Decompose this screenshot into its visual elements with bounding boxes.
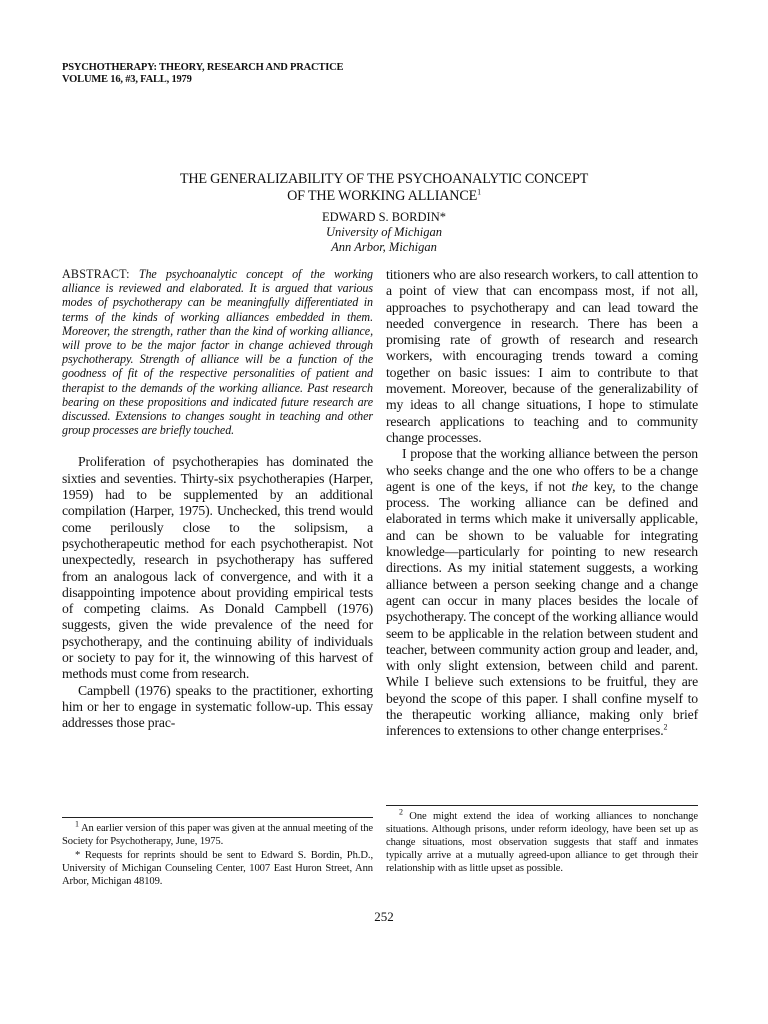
affiliation-city: Ann Arbor, Michigan — [331, 240, 437, 254]
title-line-2: OF THE WORKING ALLIANCE — [287, 188, 478, 204]
journal-header — [62, 62, 343, 86]
footnote-rule-left — [62, 817, 373, 818]
proposal-text-end: key, to the change process. The working alliance can be defined and elaborated in terms which make it universally applicable, and can be shown to be valuable for integrating knowledge—particularly for pointing to new research directions. As my initial statement suggests, a working alliance between a person seeking change and a change agent can occur in many places besides the locale of psychotherapy. The concept of the working alliance would seem to be applicable in the relation between student and teacher, between community action group and leader, and, with only slight extension, between child and parent. While I believe such extensions to be fruitful, they are beyond the scope of this paper. I shall confine myself to the therapeutic working alliance, making only brief inferences to extensions to other change enterprises. — [386, 478, 699, 739]
paragraph-campbell: Campbell (1976) speaks to the practitioner, exhorting him or her to engage in systematic follow-up. This essay addresses those prac- — [62, 682, 373, 731]
proposal-emphasis: the — [571, 478, 588, 494]
article-title — [100, 171, 668, 205]
journal-title: PSYCHOTHERAPY: THEORY, RESEARCH AND PRACTICE — [62, 62, 344, 73]
left-column — [62, 267, 373, 731]
abstract-label: ABSTRACT: — [62, 267, 130, 281]
footnote-reprints: * Requests for reprints should be sent to Edward S. Bordin, Ph.D., University of Michigan Counseling Center, 1007 East Huron Street, Ann Arbor, Michigan 48109. — [62, 850, 373, 887]
title-block — [100, 171, 668, 255]
journal-volume: VOLUME 16, #3, FALL, 1979 — [62, 74, 192, 85]
footnote-1-mark: 1 — [75, 819, 79, 829]
author-name: EDWARD S. BORDIN* — [322, 210, 446, 224]
footnote-2 — [386, 807, 698, 875]
footnote-1-text: An earlier version of this paper was given at the annual meeting of the Society for Psychotherapy, June, 1975. — [62, 823, 373, 847]
paragraph-proposal — [386, 446, 698, 739]
right-column — [386, 267, 698, 740]
paragraph-continuation: titioners who are also research workers, to call attention to a point of view that can encompass most, if not all, approaches to psychotherapy and can lead toward the needed convergence in research. There has been a promising rate of growth of research and research workers, with encouraging trends toward a coming together on basic issues: I aim to contribute to that movement. Moreover, because of the generalizability of my ideas to all change situations, I hope to stimulate research applications to teaching and to community change processes. — [386, 267, 698, 445]
left-body-text — [62, 454, 373, 731]
footnote-2-text: One might extend the idea of working alliances to nonchange situations. Although prisons, under reform ideology, have been set up as change situations, most observation suggests that staff and inmates typically arrive at a mutually agreed-upon alliance to get through their relationship with as little upset as possible. — [386, 811, 698, 874]
abstract — [62, 267, 373, 437]
title-line-1: THE GENERALIZABILITY OF THE PSYCHOANALYTIC CONCEPT — [179, 171, 589, 187]
title-footnote-mark: 1 — [477, 187, 481, 197]
footnote-1 — [62, 819, 373, 848]
affiliation-university: University of Michigan — [326, 225, 442, 239]
proposal-text-start: I propose that the working alliance between the person who seeks change and the one who offers to be a change agent is one of the keys, if not — [386, 446, 698, 494]
footnote-2-ref: 2 — [663, 722, 668, 732]
footnotes-right — [386, 807, 698, 876]
footnote-2-mark: 2 — [399, 807, 403, 817]
page-number: 252 — [374, 909, 394, 924]
footnote-rule-right — [386, 805, 698, 806]
paragraph-proliferation: Proliferation of psychotherapies has dominated the sixties and seventies. Thirty-six psychotherapies (Harper, 1959) had to be supplemented by an additional compilation (Harper, 1975). Unchecked, this trend would come perilously close to the solipsism, a psychotherapeutic method for each psychotherapist. Not unexpectedly, research in psychotherapy has suffered from an analogous lack of convergence, and with it a disappointing impotence about providing empirical tests of competing claims. As Donald Campbell (1976) suggests, given the wide prevalence of the need for psychotherapy, and the continuing ability of individuals or society to pay for it, the winnowing of this harvest of methods must come from research. — [62, 454, 373, 682]
abstract-text: The psychoanalytic concept of the working alliance is reviewed and elaborated. It is argued that various modes of psychotherapy can be meaningfully differentiated in terms of the kinds of working alliances embedded in them. Moreover, the strength, rather than the kind of working alliance, will prove to be the major factor in change achieved through psychotherapy. Strength of alliance will be a function of the goodness of fit of the respective personalities of patient and therapist to the demands of the working alliance. Past research bearing on these propositions and indicated future research are discussed. Extensions to changes sought in teaching and other group processes are briefly touched. — [62, 267, 373, 438]
footnotes-left — [62, 819, 373, 889]
